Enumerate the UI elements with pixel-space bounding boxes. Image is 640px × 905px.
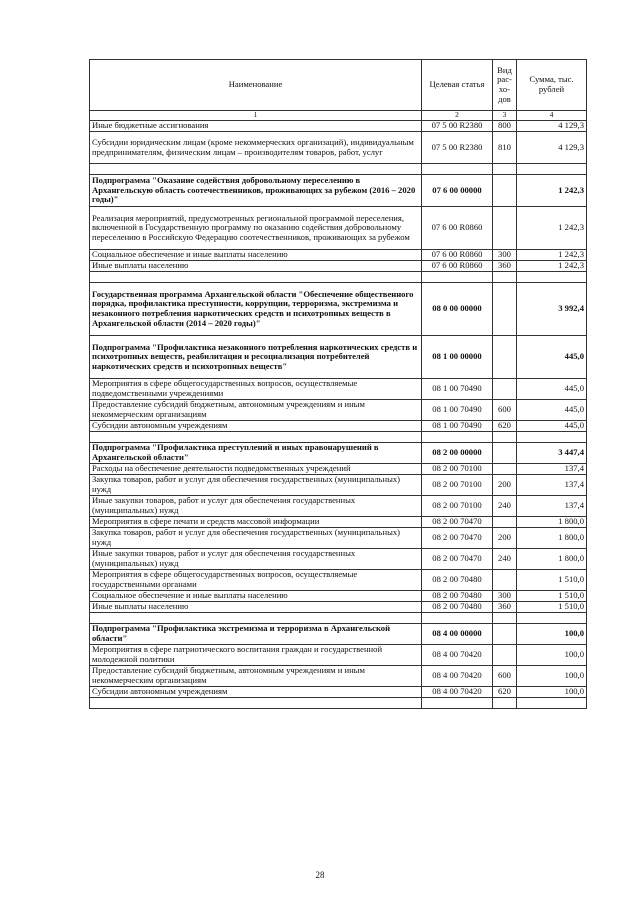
row-name: Подпрограмма "Профилактика преступлений и иных правонарушений в Архангельской области" bbox=[90, 443, 422, 464]
row-target-article: 07 6 00 R0860 bbox=[422, 207, 493, 250]
row-target-article: 08 2 00 70100 bbox=[422, 496, 493, 517]
row-target-article: 08 2 00 70470 bbox=[422, 528, 493, 549]
empty-cell bbox=[493, 698, 517, 709]
row-sum: 1 800,0 bbox=[517, 528, 587, 549]
column-number: 3 bbox=[493, 111, 517, 121]
row-name: Предоставление субсидий бюджетным, автономным учреждениям и иным некоммерческим организациям bbox=[90, 666, 422, 687]
table-row bbox=[90, 421, 587, 432]
row-name: Субсидии юридическим лицам (кроме некоммерческих организаций), индивидуальным предпринимателям, физическим лицам – производителям товаров, работ, услуг bbox=[90, 132, 422, 164]
empty-cell bbox=[90, 432, 422, 443]
row-expense-type bbox=[493, 464, 517, 475]
column-number: 2 bbox=[422, 111, 493, 121]
row-sum: 445,0 bbox=[517, 400, 587, 421]
empty-cell bbox=[493, 272, 517, 283]
row-sum: 3 992,4 bbox=[517, 283, 587, 336]
row-sum: 100,0 bbox=[517, 666, 587, 687]
row-name: Предоставление субсидий бюджетным, автономным учреждениям и иным некоммерческим организациям bbox=[90, 400, 422, 421]
row-sum: 1 510,0 bbox=[517, 591, 587, 602]
column-number: 1 bbox=[90, 111, 422, 121]
header-sum: Сумма, тыс. рублей bbox=[517, 60, 587, 111]
row-name: Иные выплаты населению bbox=[90, 261, 422, 272]
row-target-article: 08 0 00 00000 bbox=[422, 283, 493, 336]
table-row bbox=[90, 400, 587, 421]
empty-cell bbox=[90, 164, 422, 175]
table-row bbox=[90, 517, 587, 528]
page-number: 28 bbox=[315, 870, 325, 880]
row-expense-type: 600 bbox=[493, 400, 517, 421]
row-target-article: 08 4 00 70420 bbox=[422, 666, 493, 687]
row-expense-type: 810 bbox=[493, 132, 517, 164]
table-header-row bbox=[90, 60, 587, 111]
row-target-article: 07 5 00 R2380 bbox=[422, 132, 493, 164]
row-name: Социальное обеспечение и иные выплаты населению bbox=[90, 591, 422, 602]
empty-cell bbox=[422, 432, 493, 443]
spacer-row bbox=[90, 613, 587, 624]
empty-cell bbox=[90, 698, 422, 709]
row-name: Подпрограмма "Профилактика экстремизма и терроризма в Архангельской области" bbox=[90, 624, 422, 645]
row-sum: 1 510,0 bbox=[517, 602, 587, 613]
empty-cell bbox=[517, 432, 587, 443]
row-expense-type bbox=[493, 624, 517, 645]
table-row bbox=[90, 336, 587, 379]
row-sum: 1 242,3 bbox=[517, 250, 587, 261]
row-expense-type bbox=[493, 175, 517, 207]
row-name: Подпрограмма "Профилактика незаконного потребления наркотических средств и психотропных веществ, реабилитация и ресоциализация потребителей наркотических средств и психотропных веществ" bbox=[90, 336, 422, 379]
row-name: Мероприятия в сфере общегосударственных вопросов, осуществляемые государственными органами bbox=[90, 570, 422, 591]
row-target-article: 08 1 00 70490 bbox=[422, 400, 493, 421]
table-row bbox=[90, 283, 587, 336]
row-target-article: 08 2 00 70480 bbox=[422, 591, 493, 602]
row-sum: 100,0 bbox=[517, 645, 587, 666]
empty-cell bbox=[517, 698, 587, 709]
table-row bbox=[90, 175, 587, 207]
spacer-row bbox=[90, 698, 587, 709]
row-expense-type: 240 bbox=[493, 496, 517, 517]
row-expense-type bbox=[493, 336, 517, 379]
empty-cell bbox=[493, 613, 517, 624]
empty-cell bbox=[90, 613, 422, 624]
column-number: 4 bbox=[517, 111, 587, 121]
row-target-article: 08 1 00 00000 bbox=[422, 336, 493, 379]
table-row bbox=[90, 570, 587, 591]
header-target-article: Целевая статья bbox=[422, 60, 493, 111]
empty-cell bbox=[493, 432, 517, 443]
row-sum: 4 129,3 bbox=[517, 121, 587, 132]
empty-cell bbox=[422, 613, 493, 624]
row-expense-type: 620 bbox=[493, 421, 517, 432]
row-sum: 137,4 bbox=[517, 475, 587, 496]
row-expense-type: 300 bbox=[493, 250, 517, 261]
row-target-article: 08 1 00 70490 bbox=[422, 421, 493, 432]
table-row bbox=[90, 132, 587, 164]
row-target-article: 08 2 00 70100 bbox=[422, 464, 493, 475]
table-row bbox=[90, 602, 587, 613]
row-target-article: 07 5 00 R2380 bbox=[422, 121, 493, 132]
row-expense-type bbox=[493, 207, 517, 250]
row-target-article: 08 4 00 70420 bbox=[422, 687, 493, 698]
row-name: Подпрограмма "Оказание содействия добровольному переселению в Архангельскую область соотечественников, проживающих за рубежом (2016 – 2020 годы)" bbox=[90, 175, 422, 207]
header-name: Наименование bbox=[90, 60, 422, 111]
table-row bbox=[90, 666, 587, 687]
row-target-article: 08 4 00 70420 bbox=[422, 645, 493, 666]
row-expense-type bbox=[493, 443, 517, 464]
row-name: Иные закупки товаров, работ и услуг для обеспечения государственных (муниципальных) нужд bbox=[90, 496, 422, 517]
row-name: Мероприятия в сфере патриотического воспитания граждан и государственной молодежной политики bbox=[90, 645, 422, 666]
empty-cell bbox=[517, 613, 587, 624]
row-expense-type bbox=[493, 570, 517, 591]
row-expense-type: 360 bbox=[493, 602, 517, 613]
spacer-row bbox=[90, 164, 587, 175]
table-row bbox=[90, 443, 587, 464]
spacer-row bbox=[90, 432, 587, 443]
row-sum: 1 242,3 bbox=[517, 261, 587, 272]
row-sum: 1 510,0 bbox=[517, 570, 587, 591]
row-target-article: 07 6 00 R0860 bbox=[422, 261, 493, 272]
row-sum: 4 129,3 bbox=[517, 132, 587, 164]
empty-cell bbox=[517, 164, 587, 175]
row-expense-type: 600 bbox=[493, 666, 517, 687]
row-name: Субсидии автономным учреждениям bbox=[90, 687, 422, 698]
row-name: Реализация мероприятий, предусмотренных региональной программой переселения, включенной в Государственную программу по оказанию содействия добровольному переселению в Российскую Федерацию соотечественников, проживающих за рубежом bbox=[90, 207, 422, 250]
row-name: Иные закупки товаров, работ и услуг для обеспечения государственных (муниципальных) нужд bbox=[90, 549, 422, 570]
row-expense-type: 200 bbox=[493, 528, 517, 549]
row-target-article: 08 2 00 70470 bbox=[422, 549, 493, 570]
empty-cell bbox=[422, 272, 493, 283]
row-target-article: 08 2 00 00000 bbox=[422, 443, 493, 464]
row-target-article: 07 6 00 00000 bbox=[422, 175, 493, 207]
table-row bbox=[90, 687, 587, 698]
budget-table bbox=[89, 59, 587, 709]
row-sum: 100,0 bbox=[517, 624, 587, 645]
row-sum: 1 242,3 bbox=[517, 207, 587, 250]
table-row bbox=[90, 464, 587, 475]
empty-cell bbox=[90, 272, 422, 283]
empty-cell bbox=[422, 164, 493, 175]
row-sum: 445,0 bbox=[517, 336, 587, 379]
table-row bbox=[90, 379, 587, 400]
row-sum: 1 242,3 bbox=[517, 175, 587, 207]
row-expense-type bbox=[493, 283, 517, 336]
table-row bbox=[90, 207, 587, 250]
table-row bbox=[90, 475, 587, 496]
row-expense-type bbox=[493, 517, 517, 528]
row-expense-type: 200 bbox=[493, 475, 517, 496]
table-row bbox=[90, 261, 587, 272]
row-expense-type: 620 bbox=[493, 687, 517, 698]
row-name: Социальное обеспечение и иные выплаты населению bbox=[90, 250, 422, 261]
row-target-article: 08 2 00 70100 bbox=[422, 475, 493, 496]
row-name: Мероприятия в сфере печати и средств массовой информации bbox=[90, 517, 422, 528]
table-body bbox=[90, 121, 587, 709]
row-expense-type bbox=[493, 645, 517, 666]
table-row bbox=[90, 121, 587, 132]
row-name: Расходы на обеспечение деятельности подведомственных учреждений bbox=[90, 464, 422, 475]
table-row bbox=[90, 624, 587, 645]
row-expense-type: 300 bbox=[493, 591, 517, 602]
table-row bbox=[90, 549, 587, 570]
row-sum: 445,0 bbox=[517, 421, 587, 432]
row-sum: 1 800,0 bbox=[517, 549, 587, 570]
row-target-article: 08 2 00 70470 bbox=[422, 517, 493, 528]
row-expense-type bbox=[493, 379, 517, 400]
table-row bbox=[90, 591, 587, 602]
row-expense-type: 240 bbox=[493, 549, 517, 570]
spacer-row bbox=[90, 272, 587, 283]
row-target-article: 08 2 00 70480 bbox=[422, 602, 493, 613]
empty-cell bbox=[422, 698, 493, 709]
row-sum: 137,4 bbox=[517, 464, 587, 475]
header-expense-type: Вид рас-хо-дов bbox=[493, 60, 517, 111]
row-target-article: 08 1 00 70490 bbox=[422, 379, 493, 400]
column-number-row bbox=[90, 111, 587, 121]
row-expense-type: 800 bbox=[493, 121, 517, 132]
empty-cell bbox=[493, 164, 517, 175]
row-sum: 100,0 bbox=[517, 687, 587, 698]
empty-cell bbox=[517, 272, 587, 283]
table-row bbox=[90, 496, 587, 517]
table-row bbox=[90, 250, 587, 261]
row-name: Государственная программа Архангельской области "Обеспечение общественного порядка, профилактика преступности, коррупции, терроризма, экстремизма и незаконного потребления наркотических средств и психотропных веществ в Архангельской области (2014 – 2020 годы)" bbox=[90, 283, 422, 336]
row-name: Закупка товаров, работ и услуг для обеспечения государственных (муниципальных) нужд bbox=[90, 475, 422, 496]
row-sum: 3 447,4 bbox=[517, 443, 587, 464]
table-row bbox=[90, 528, 587, 549]
row-sum: 137,4 bbox=[517, 496, 587, 517]
row-name: Мероприятия в сфере общегосударственных вопросов, осуществляемые подведомственными учреждениями bbox=[90, 379, 422, 400]
row-name: Иные бюджетные ассигнования bbox=[90, 121, 422, 132]
row-sum: 1 800,0 bbox=[517, 517, 587, 528]
row-target-article: 08 2 00 70480 bbox=[422, 570, 493, 591]
row-name: Закупка товаров, работ и услуг для обеспечения государственных (муниципальных) нужд bbox=[90, 528, 422, 549]
row-target-article: 07 6 00 R0860 bbox=[422, 250, 493, 261]
table-row bbox=[90, 645, 587, 666]
row-name: Иные выплаты населению bbox=[90, 602, 422, 613]
row-expense-type: 360 bbox=[493, 261, 517, 272]
row-name: Субсидии автономным учреждениям bbox=[90, 421, 422, 432]
row-target-article: 08 4 00 00000 bbox=[422, 624, 493, 645]
row-sum: 445,0 bbox=[517, 379, 587, 400]
